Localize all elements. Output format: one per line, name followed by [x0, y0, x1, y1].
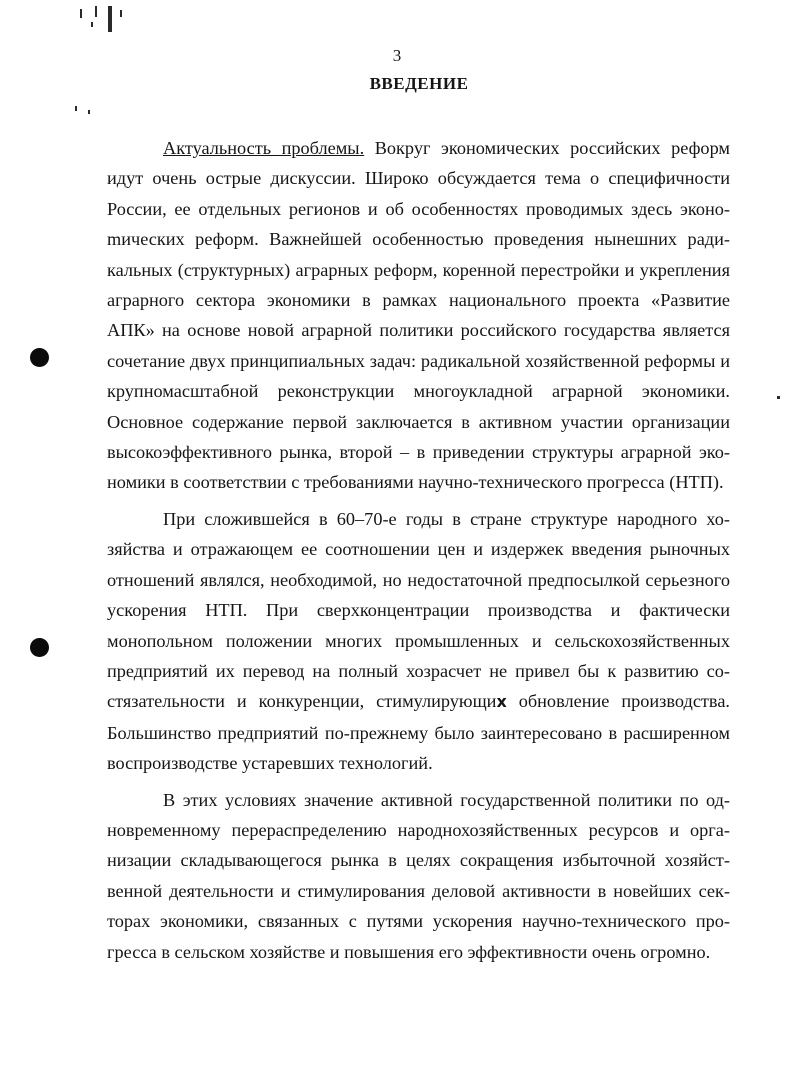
body-text — [107, 133, 730, 967]
paragraph-2-text-end: обновление производства. Большинство предприятий по-прежнему было заинтересовано в расширенном воспроизводстве устаревших технологий. — [107, 691, 730, 774]
paragraph-1-text: Вокруг экономических российских реформ идут очень острые дискуссии. Широко обсуждается тема о специфичности России, ее отдельных регионов и об особенностях проводимых здесь эконоmических реформ. Важнейшей особенностью проведения нынешних радикальных (структурных) аграрных реформ, коренной перестройки и укрепления аграрного сектора экономики в рамках национального проекта «Развитие АПК» на основе новой аграрной политики российского государства является сочетание двух принципиальных задач: радикальной хозяйственной реформы и крупномасштабной реконструкции многоукладной аграрной экономики. Основное содержание первой заключается в активном участии организации высокоэффективного рынка, второй – в приведении структуры аграрной экономики в соответствии с требованиями научно-технического прогресса (НТП). — [107, 138, 731, 493]
scan-speck — [108, 6, 112, 32]
scan-speck — [95, 6, 97, 17]
scan-speck — [91, 22, 93, 27]
paragraph-3-text: В этих условиях значение активной государственной политики по одновременному перераспределению народнохозяйственных ресурсов и организации складывающегося рынка в целях сокращения избыточной хозяйственной деятельности и стимулирования деловой активности в новейших секторах экономики, связанных с путями ускорения научно-технического прогресса в сельском хозяйстве и повышения его эффективности очень огромно. — [107, 789, 730, 962]
paragraph-2 — [107, 504, 730, 779]
paragraph-1 — [107, 133, 730, 498]
paragraph-2-text-start: При сложившейся в 60–70-е годы в стране структуре народного хозяйства и отражающем ее соотношении цен и издержек введения рыночных отношений являлся, необходимой, но недостаточной предпосылкой серьезного ускорения НТП. При сверхконцентрации производства и фактически монопольном положении многих промышленных и сельскохозяйственных предприятий их перевод на полный хозрасчет не привел бы к развитию состязательности и конкуренции, стимулирующи — [107, 508, 730, 712]
page-number: 3 — [392, 46, 402, 65]
section-title: ВВЕДЕНИЕ — [369, 74, 469, 93]
handwritten-mark: х — [496, 692, 507, 712]
paragraph-3 — [107, 785, 730, 967]
scan-speck — [120, 10, 122, 17]
scan-speck — [777, 396, 780, 399]
scan-speck — [75, 106, 77, 111]
punch-hole-top — [30, 348, 49, 367]
scan-speck — [80, 9, 82, 18]
paragraph-lead: Актуальность проблемы. — [163, 138, 365, 158]
scan-speck — [88, 110, 90, 114]
punch-hole-bottom — [30, 638, 49, 657]
